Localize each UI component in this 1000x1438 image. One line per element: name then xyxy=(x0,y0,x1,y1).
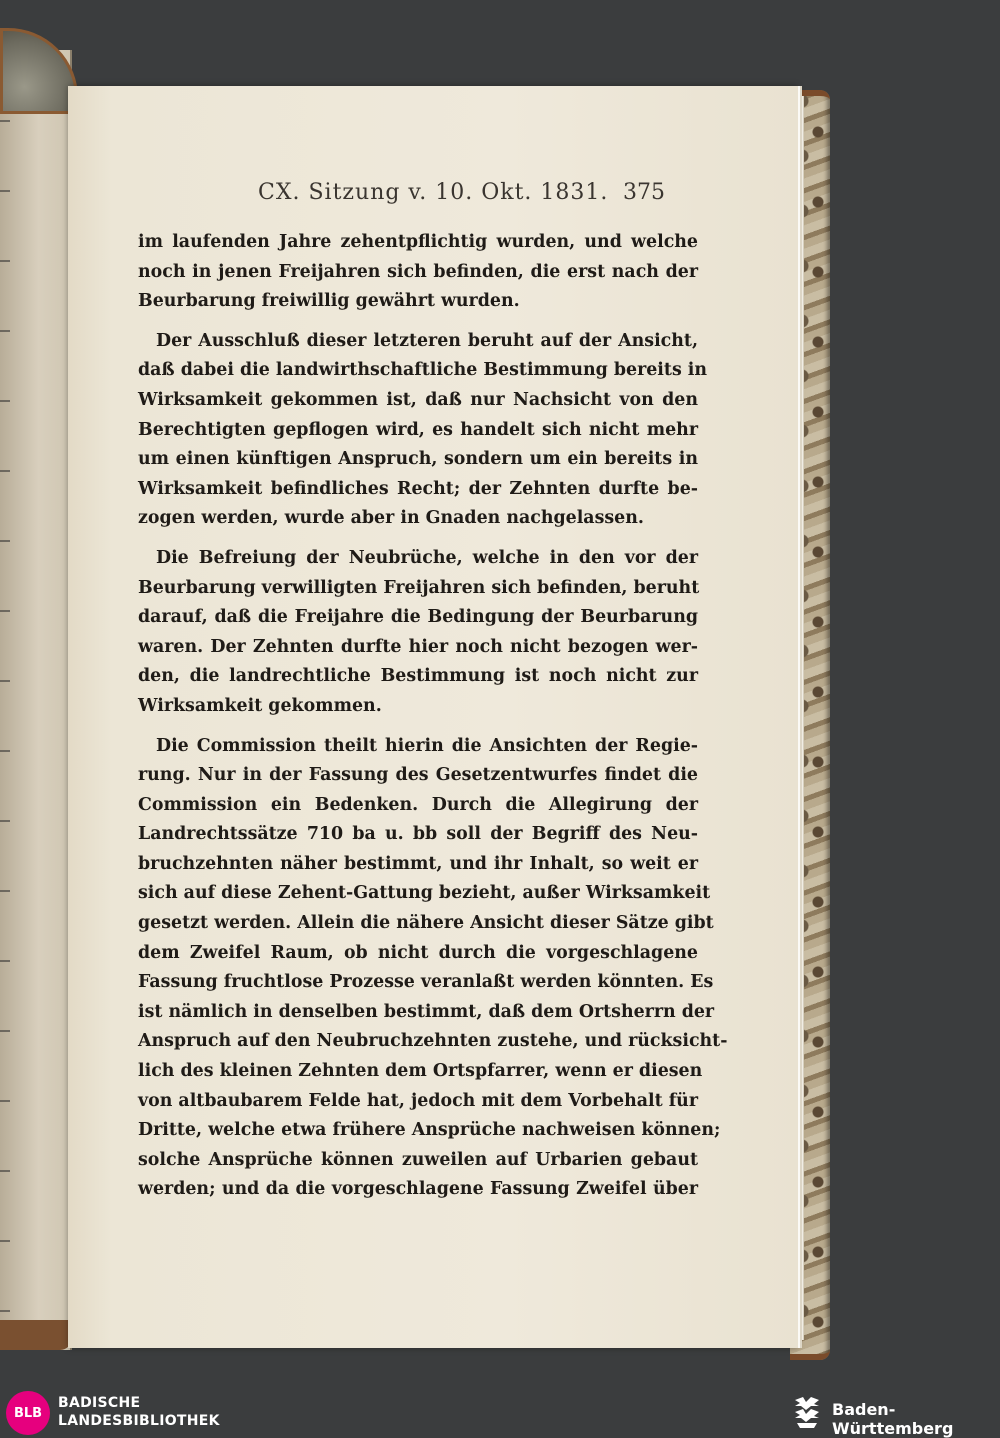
text-line: von altbaubarem Felde hat, jedoch mit dem Vorbehalt für xyxy=(138,1090,698,1111)
text-line: lich des kleinen Zehnten dem Ortspfarrer, wenn er diesen xyxy=(138,1061,703,1082)
text-line: um einen künftigen Anspruch, sondern um ein bereits in xyxy=(138,449,698,470)
text-line: Fassung fruchtlose Prozesse veranlaßt werden könnten. Es xyxy=(138,972,714,993)
text-line: zogen werden, wurde aber in Gnaden nachgelassen. xyxy=(138,508,644,529)
blb-logo[interactable]: BLB xyxy=(6,1391,50,1435)
text-line: Wirksamkeit befindliches Recht; der Zehnten durfte be- xyxy=(138,478,698,499)
library-name-line2: LANDESBIBLIOTHEK xyxy=(58,1413,220,1429)
footer-bar xyxy=(0,1386,1000,1438)
state-name[interactable]: Baden-Württemberg xyxy=(832,1400,954,1438)
paragraph xyxy=(138,544,698,722)
text-line: den, die landrechtliche Bestimmung ist noch nicht zur xyxy=(138,666,698,687)
page-text xyxy=(138,228,728,1205)
baden-wuerttemberg-arms-icon xyxy=(792,1394,822,1430)
previous-page-text-marks xyxy=(0,50,10,1350)
paragraph xyxy=(138,228,698,317)
text-line: Landrechtssätze 710 ba u. bb soll der Begriff des Neu- xyxy=(138,824,698,845)
paragraph xyxy=(138,327,708,534)
text-line: Dritte, welche etwa frühere Ansprüche nachweisen können; xyxy=(138,1120,721,1141)
text-line: Der Ausschluß dieser letzteren beruht auf der Ansicht, xyxy=(156,330,698,351)
page-header xyxy=(68,180,798,210)
previous-page-edge xyxy=(0,50,72,1350)
running-head: CX. Sitzung v. 10. Okt. 1831. xyxy=(258,180,609,205)
text-line: Berechtigten gepflogen wird, es handelt sich nicht mehr xyxy=(138,419,698,440)
text-line: Die Befreiung der Neubrüche, welche in den vor der xyxy=(156,547,698,568)
text-line: Wirksamkeit gekommen. xyxy=(138,695,382,716)
text-line: rung. Nur in der Fassung des Gesetzentwurfes findet die xyxy=(138,765,698,786)
text-line: im laufenden Jahre zehentpflichtig wurden, und welche xyxy=(138,232,698,252)
text-line: waren. Der Zehnten durfte hier noch nicht bezogen wer- xyxy=(138,636,698,657)
text-line: Wirksamkeit gekommen ist, daß nur Nachsicht von den xyxy=(138,389,698,410)
text-line: Beurbarung freiwillig gewährt wurden. xyxy=(138,291,520,312)
text-line: Beurbarung verwilligten Freijahren sich befinden, beruht xyxy=(138,577,700,598)
text-line: werden; und da die vorgeschlagene Fassung Zweifel über xyxy=(138,1179,698,1200)
text-line: noch in jenen Freijahren sich befinden, die erst nach der xyxy=(138,261,698,282)
text-line: bruchzehnten näher bestimmt, und ihr Inhalt, so weit er xyxy=(138,853,698,874)
paragraph xyxy=(138,732,728,1206)
text-line: Anspruch auf den Neubruchzehnten zustehe, und rücksicht- xyxy=(138,1031,728,1052)
book-spine-top xyxy=(0,28,78,114)
text-line: ist nämlich in denselben bestimmt, daß dem Ortsherrn der xyxy=(138,1001,715,1022)
text-line: Commission ein Bedenken. Durch die Allegirung der xyxy=(138,794,698,815)
text-line: gesetzt werden. Allein die nähere Ansicht dieser Sätze gibt xyxy=(138,913,714,934)
text-line: solche Ansprüche können zuweilen auf Urbarien gebaut xyxy=(138,1149,698,1170)
text-line: Die Commission theilt hierin die Ansichten der Regie- xyxy=(156,735,698,756)
page-number: 375 xyxy=(623,180,665,205)
library-name[interactable] xyxy=(58,1394,220,1430)
text-line: sich auf diese Zehent-Gattung bezieht, außer Wirksamkeit xyxy=(138,883,711,904)
book-spine-bottom xyxy=(0,1320,72,1350)
library-name-line1: BADISCHE xyxy=(58,1395,141,1411)
text-line: darauf, daß die Freijahre die Bedingung der Beurbarung xyxy=(138,607,698,628)
text-line: dem Zweifel Raum, ob nicht durch die vorgeschlagene xyxy=(138,942,698,963)
text-line: daß dabei die landwirthschaftliche Bestimmung bereits in xyxy=(138,360,708,381)
